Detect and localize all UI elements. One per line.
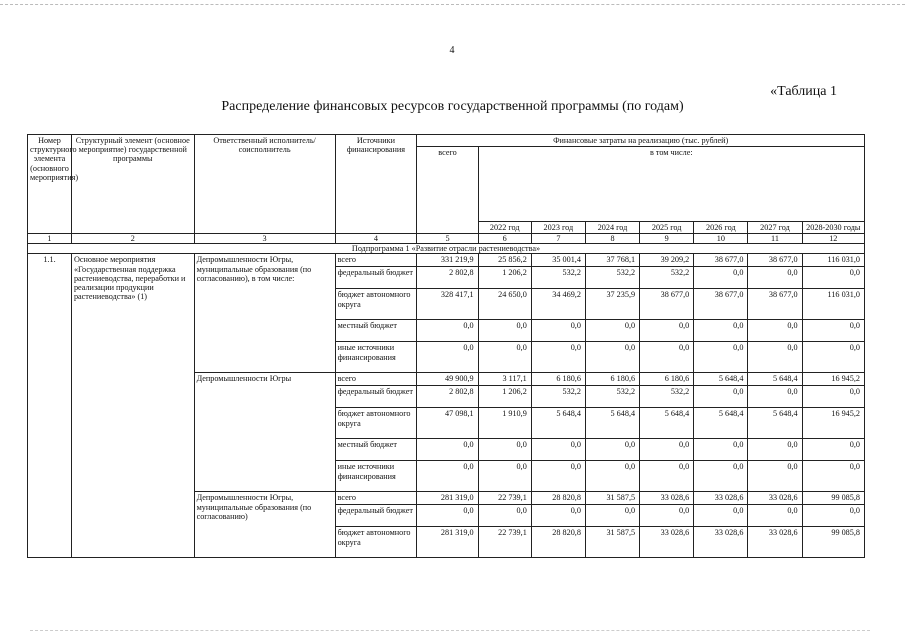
amount-cell: 0,0 (640, 320, 694, 342)
amount-cell: 0,0 (417, 505, 478, 527)
amount-cell: 37 235,9 (585, 289, 639, 320)
amount-cell: 31 587,5 (585, 527, 639, 558)
amount-cell: 116 031,0 (802, 254, 864, 267)
amount-cell: 0,0 (694, 320, 748, 342)
funding-source: федеральный бюджет (335, 267, 417, 289)
amount-cell: 0,0 (694, 505, 748, 527)
amount-cell: 0,0 (585, 461, 639, 492)
amount-cell: 0,0 (802, 461, 864, 492)
header-year: 2023 год (531, 221, 585, 233)
amount-cell: 0,0 (478, 461, 531, 492)
amount-cell: 0,0 (694, 267, 748, 289)
amount-cell: 0,0 (417, 320, 478, 342)
header-year: 2028-2030 годы (802, 221, 864, 233)
amount-cell: 0,0 (531, 320, 585, 342)
amount-cell: 39 209,2 (640, 254, 694, 267)
amount-cell: 0,0 (748, 386, 802, 408)
table-row (28, 254, 865, 267)
amount-cell: 0,0 (802, 320, 864, 342)
amount-cell: 6 180,6 (531, 373, 585, 386)
funding-source: бюджет автономного округа (335, 408, 417, 439)
amount-cell: 532,2 (531, 386, 585, 408)
amount-cell: 24 650,0 (478, 289, 531, 320)
amount-cell: 16 945,2 (802, 408, 864, 439)
amount-cell: 532,2 (531, 267, 585, 289)
column-number: 8 (585, 234, 639, 244)
amount-cell: 0,0 (417, 439, 478, 461)
amount-cell: 0,0 (748, 320, 802, 342)
amount-cell: 0,0 (694, 461, 748, 492)
amount-cell: 6 180,6 (585, 373, 639, 386)
column-number: 12 (802, 234, 864, 244)
header-structure-element: Структурный элемент (основное мероприятие) государственной программы (71, 135, 194, 234)
amount-cell: 25 856,2 (478, 254, 531, 267)
amount-cell: 331 219,9 (417, 254, 478, 267)
amount-cell: 0,0 (417, 342, 478, 373)
amount-cell: 0,0 (802, 505, 864, 527)
item-name: Основное мероприятия «Государственная поддержка растениеводства, переработки и реализации продукции растениеводства» (1) (71, 254, 194, 558)
funding-source: всего (335, 373, 417, 386)
page-top-border (0, 4, 905, 5)
amount-cell: 16 945,2 (802, 373, 864, 386)
column-number: 11 (748, 234, 802, 244)
amount-cell: 0,0 (802, 386, 864, 408)
amount-cell: 0,0 (748, 461, 802, 492)
column-number: 4 (335, 234, 417, 244)
amount-cell: 0,0 (694, 386, 748, 408)
amount-cell: 38 677,0 (748, 254, 802, 267)
column-number: 2 (71, 234, 194, 244)
amount-cell: 1 206,2 (478, 267, 531, 289)
amount-cell: 37 768,1 (585, 254, 639, 267)
header-year: 2024 год (585, 221, 639, 233)
funding-source: бюджет автономного округа (335, 527, 417, 558)
amount-cell: 0,0 (531, 342, 585, 373)
column-number: 1 (28, 234, 72, 244)
amount-cell: 5 648,4 (748, 373, 802, 386)
amount-cell: 1 206,2 (478, 386, 531, 408)
funding-source: местный бюджет (335, 320, 417, 342)
subprogram-title: Подпрограмма 1 «Развитие отрасли растениеводства» (28, 244, 865, 254)
funding-source: федеральный бюджет (335, 386, 417, 408)
executor: Депромышленности Югры (194, 373, 335, 492)
header-including: в том числе: (478, 147, 864, 222)
amount-cell: 33 028,6 (748, 492, 802, 505)
amount-cell: 0,0 (640, 505, 694, 527)
header-executor: Ответственный исполнитель/ соисполнитель (194, 135, 335, 234)
amount-cell: 0,0 (748, 505, 802, 527)
amount-cell: 6 180,6 (640, 373, 694, 386)
amount-cell: 0,0 (585, 505, 639, 527)
amount-cell: 22 739,1 (478, 492, 531, 505)
amount-cell: 5 648,4 (585, 408, 639, 439)
amount-cell: 33 028,6 (640, 492, 694, 505)
amount-cell: 0,0 (478, 320, 531, 342)
header-year: 2027 год (748, 221, 802, 233)
amount-cell: 0,0 (531, 461, 585, 492)
amount-cell: 2 802,8 (417, 386, 478, 408)
amount-cell: 34 469,2 (531, 289, 585, 320)
executor: Депромышленности Югры, муниципальные образования (по согласованию), в том числе: (194, 254, 335, 373)
amount-cell: 0,0 (640, 342, 694, 373)
header-year: 2025 год (640, 221, 694, 233)
amount-cell: 0,0 (748, 439, 802, 461)
column-numbers-row (28, 234, 865, 244)
column-number: 7 (531, 234, 585, 244)
amount-cell: 28 820,8 (531, 527, 585, 558)
amount-cell: 31 587,5 (585, 492, 639, 505)
amount-cell: 0,0 (802, 342, 864, 373)
table-label: «Таблица 1 (770, 84, 837, 99)
amount-cell: 38 677,0 (694, 254, 748, 267)
amount-cell: 33 028,6 (640, 527, 694, 558)
amount-cell: 281 319,0 (417, 492, 478, 505)
executor: Депромышленности Югры, муниципальные образования (по согласованию) (194, 492, 335, 558)
funding-source: всего (335, 492, 417, 505)
amount-cell: 532,2 (585, 267, 639, 289)
amount-cell: 38 677,0 (640, 289, 694, 320)
financial-table (27, 134, 865, 558)
item-number: 1.1. (28, 254, 72, 558)
amount-cell: 38 677,0 (748, 289, 802, 320)
column-number: 5 (417, 234, 478, 244)
table-header-row (28, 135, 865, 147)
amount-cell: 33 028,6 (748, 527, 802, 558)
page-number: 4 (449, 45, 455, 56)
amount-cell: 0,0 (640, 461, 694, 492)
amount-cell: 2 802,8 (417, 267, 478, 289)
funding-source: местный бюджет (335, 439, 417, 461)
amount-cell: 38 677,0 (694, 289, 748, 320)
amount-cell: 0,0 (585, 439, 639, 461)
amount-cell: 5 648,4 (531, 408, 585, 439)
amount-cell: 35 001,4 (531, 254, 585, 267)
amount-cell: 0,0 (694, 342, 748, 373)
page-bottom-border (30, 630, 870, 631)
header-year: 2026 год (694, 221, 748, 233)
amount-cell: 5 648,4 (694, 408, 748, 439)
funding-source: иные источники финансирования (335, 342, 417, 373)
amount-cell: 0,0 (748, 267, 802, 289)
amount-cell: 0,0 (531, 505, 585, 527)
amount-cell: 532,2 (640, 386, 694, 408)
amount-cell: 28 820,8 (531, 492, 585, 505)
amount-cell: 328 417,1 (417, 289, 478, 320)
amount-cell: 0,0 (748, 342, 802, 373)
amount-cell: 47 098,1 (417, 408, 478, 439)
amount-cell: 0,0 (417, 461, 478, 492)
amount-cell: 0,0 (802, 439, 864, 461)
amount-cell: 0,0 (585, 342, 639, 373)
amount-cell: 33 028,6 (694, 492, 748, 505)
amount-cell: 0,0 (478, 505, 531, 527)
amount-cell: 99 085,8 (802, 492, 864, 505)
amount-cell: 5 648,4 (640, 408, 694, 439)
amount-cell: 0,0 (802, 267, 864, 289)
amount-cell: 0,0 (478, 342, 531, 373)
amount-cell: 0,0 (694, 439, 748, 461)
amount-cell: 0,0 (531, 439, 585, 461)
header-financial-costs: Финансовые затраты на реализацию (тыс. рублей) (417, 135, 865, 147)
column-number: 3 (194, 234, 335, 244)
amount-cell: 3 117,1 (478, 373, 531, 386)
document-title: Распределение финансовых ресурсов государственной программы (по годам) (221, 99, 684, 114)
funding-source: всего (335, 254, 417, 267)
header-structure-number: Номер структурного элемента (основного мероприятия) (28, 135, 72, 234)
amount-cell: 116 031,0 (802, 289, 864, 320)
amount-cell: 0,0 (585, 320, 639, 342)
amount-cell: 0,0 (478, 439, 531, 461)
column-number: 10 (694, 234, 748, 244)
funding-source: иные источники финансирования (335, 461, 417, 492)
amount-cell: 22 739,1 (478, 527, 531, 558)
subprogram-row (28, 244, 865, 254)
header-year: 2022 год (478, 221, 531, 233)
header-funding-sources: Источники финансирования (335, 135, 417, 234)
header-total: всего (417, 147, 478, 234)
funding-source: федеральный бюджет (335, 505, 417, 527)
amount-cell: 5 648,4 (748, 408, 802, 439)
column-number: 6 (478, 234, 531, 244)
amount-cell: 5 648,4 (694, 373, 748, 386)
amount-cell: 532,2 (640, 267, 694, 289)
amount-cell: 532,2 (585, 386, 639, 408)
funding-source: бюджет автономного округа (335, 289, 417, 320)
amount-cell: 99 085,8 (802, 527, 864, 558)
amount-cell: 281 319,0 (417, 527, 478, 558)
amount-cell: 49 900,9 (417, 373, 478, 386)
amount-cell: 1 910,9 (478, 408, 531, 439)
amount-cell: 0,0 (640, 439, 694, 461)
column-number: 9 (640, 234, 694, 244)
amount-cell: 33 028,6 (694, 527, 748, 558)
